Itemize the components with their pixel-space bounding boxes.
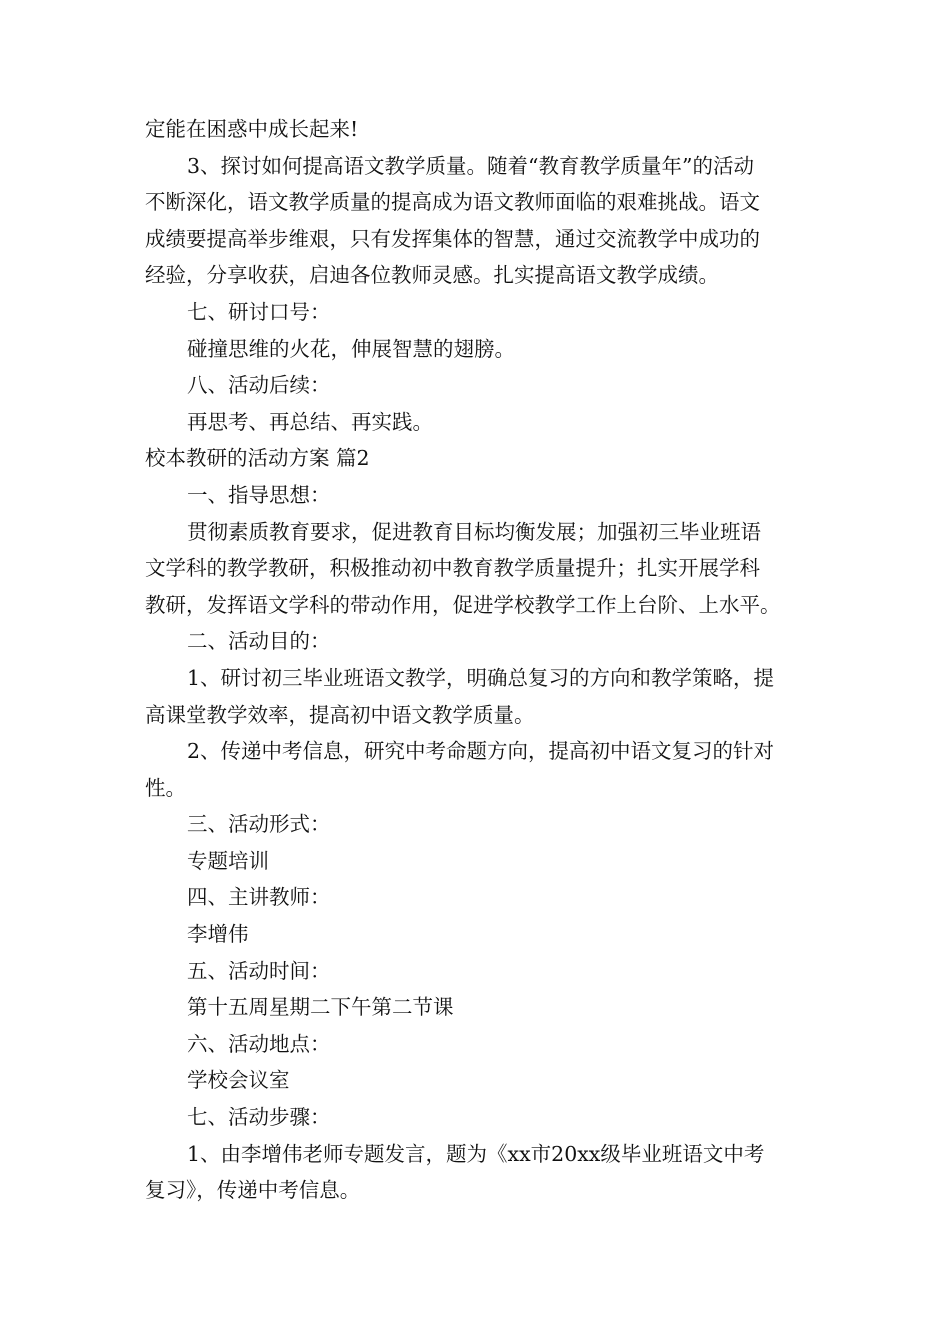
text-line: 复习》，传递中考信息。 bbox=[145, 1178, 361, 1203]
text-line: 教研，发挥语文学科的带动作用，促进学校教学工作上台阶、上水平。 bbox=[145, 592, 781, 617]
section-heading: 六、活动地点： bbox=[187, 1031, 331, 1056]
section-heading: 七、研讨口号： bbox=[187, 299, 331, 324]
text-line: 3、探讨如何提高语文教学质量。随着“教育教学质量年”的活动 bbox=[187, 153, 755, 178]
text-line: 再思考、再总结、再实践。 bbox=[187, 409, 433, 434]
text-line: 经验，分享收获，启迪各位教师灵感。扎实提高语文教学成绩。 bbox=[145, 263, 719, 288]
text-line: 成绩要提高举步维艰，只有发挥集体的智慧，通过交流教学中成功的 bbox=[145, 226, 760, 251]
text-line: 1、研讨初三毕业班语文教学，明确总复习的方向和教学策略，提 bbox=[187, 665, 775, 690]
text-line: 文学科的教学教研，积极推动初中教育教学质量提升；扎实开展学科 bbox=[145, 556, 760, 581]
section-heading: 三、活动形式： bbox=[187, 812, 331, 837]
text-line: 2、传递中考信息，研究中考命题方向，提高初中语文复习的针对 bbox=[187, 739, 775, 764]
text-line: 1、由李增伟老师专题发言，题为《xx市20xx级毕业班语文中考 bbox=[187, 1141, 765, 1166]
section-heading: 一、指导思想： bbox=[187, 482, 331, 507]
text-line: 李增伟 bbox=[187, 922, 249, 947]
document-title: 校本教研的活动方案 篇2 bbox=[145, 446, 370, 471]
section-heading: 七、活动步骤： bbox=[187, 1105, 331, 1130]
text-line: 专题培训 bbox=[187, 848, 269, 873]
text-line: 第十五周星期二下午第二节课 bbox=[187, 995, 454, 1020]
document-body bbox=[145, 111, 825, 1209]
text-line: 贯彻素质教育要求，促进教育目标均衡发展；加强初三毕业班语 bbox=[187, 519, 761, 544]
section-heading: 五、活动时间： bbox=[187, 958, 331, 983]
text-line: 不断深化，语文教学质量的提高成为语文教师面临的艰难挑战。语文 bbox=[145, 190, 760, 215]
text-line: 性。 bbox=[145, 775, 186, 800]
section-heading: 二、活动目的： bbox=[187, 629, 331, 654]
text-line: 学校会议室 bbox=[187, 1068, 290, 1093]
text-line: 高课堂教学效率，提高初中语文教学质量。 bbox=[145, 702, 535, 727]
text-line: 定能在困惑中成长起来! bbox=[145, 117, 359, 141]
section-heading: 四、主讲教师： bbox=[187, 885, 331, 910]
text-line: 碰撞思维的火花，伸展智慧的翅膀。 bbox=[187, 336, 515, 361]
section-heading: 八、活动后续： bbox=[187, 373, 331, 398]
